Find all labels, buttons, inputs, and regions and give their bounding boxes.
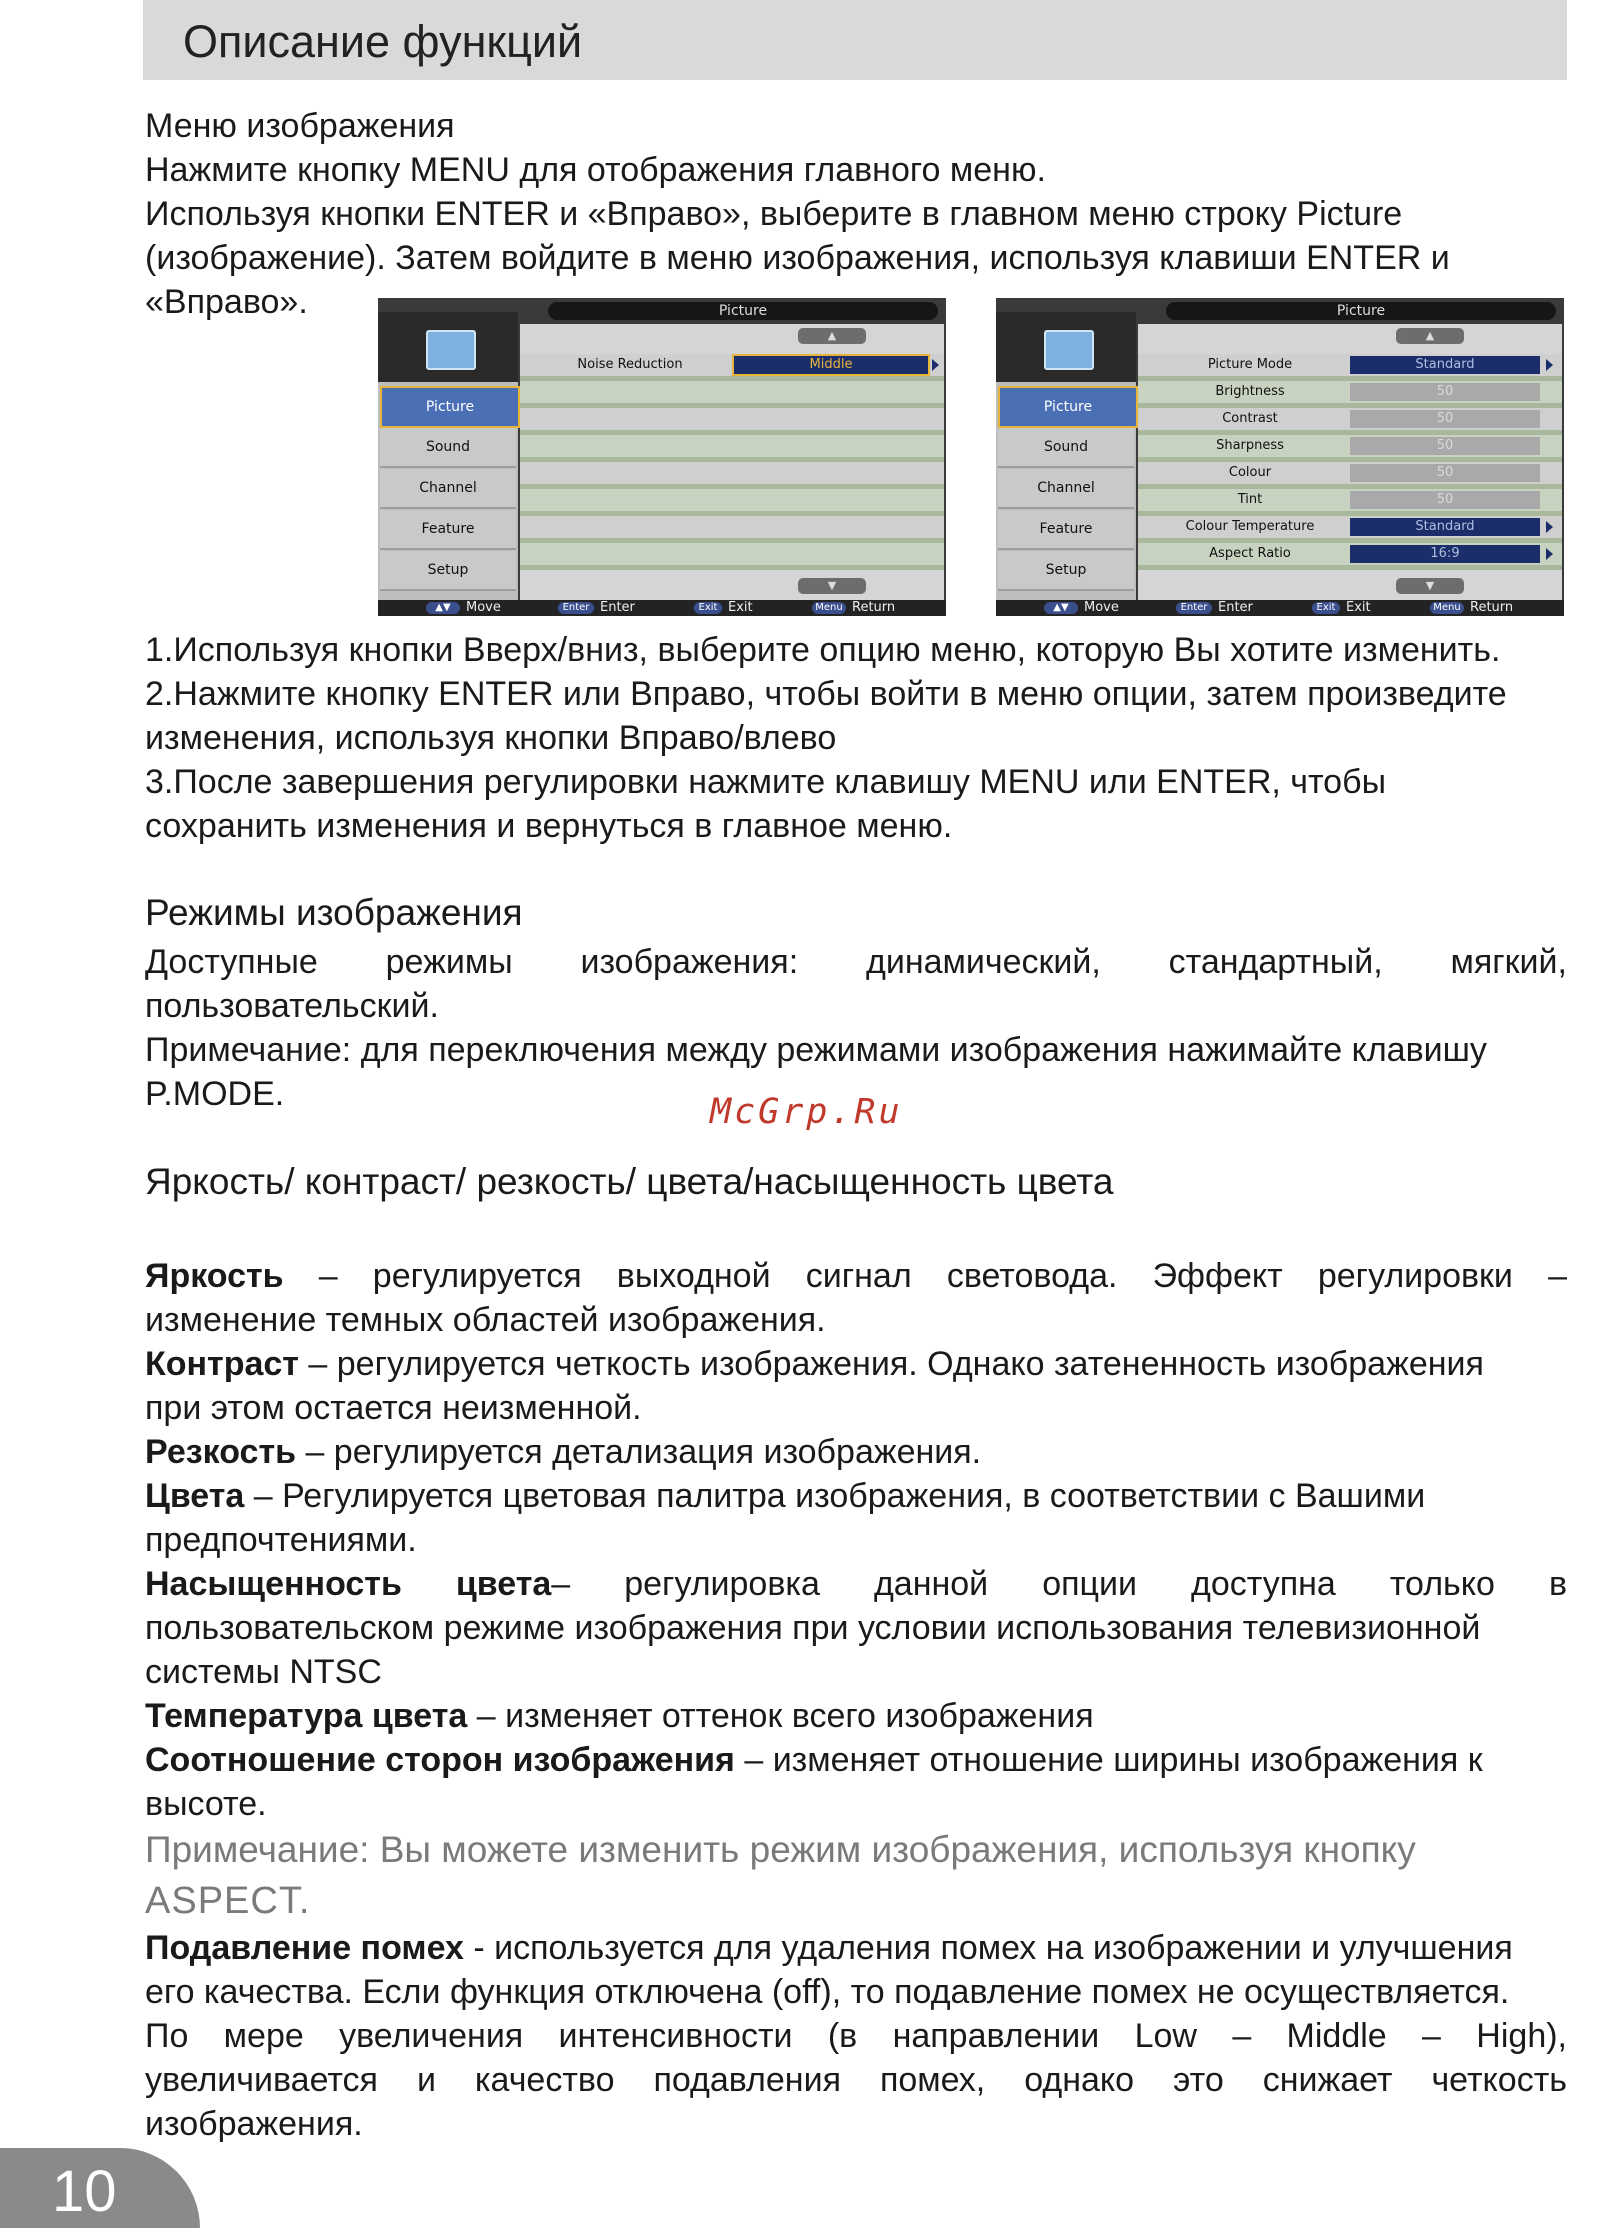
menu-footer: ▲▼ Move Enter Enter Exit Exit Menu Return — [996, 600, 1564, 616]
menu-panel — [520, 324, 944, 604]
menu-item-sound: Sound — [380, 428, 516, 468]
step-line: изменения, используя кнопки Вправо/влево — [145, 719, 837, 757]
temperature-line: Температура цвета – изменяет оттенок всего изображения — [145, 1697, 1094, 1735]
intro-line: (изображение). Затем войдите в меню изображения, используя клавиши ENTER и — [145, 239, 1450, 277]
contrast-line: при этом остается неизменной. — [145, 1389, 642, 1427]
section-heading: Яркость/ контраст/ резкость/ цвета/насыщенность цвета — [145, 1161, 1114, 1202]
arrow-right-icon — [1546, 359, 1553, 371]
contrast-line: Контраст – регулируется четкость изображения. Однако затененность изображения — [145, 1345, 1484, 1383]
menu-option-label: Contrast — [1222, 411, 1278, 426]
page-number: 10 — [52, 2159, 117, 2224]
scroll-up-icon: ▲ — [1396, 328, 1464, 344]
menu-item-picture: Picture — [380, 386, 520, 428]
tv-menu-screenshot-picture — [996, 298, 1564, 616]
noise-line: По мере увеличения интенсивности (в направлении Low – Middle – High), — [145, 2017, 1567, 2055]
aspect-line: высоте. — [145, 1785, 267, 1823]
menu-option-label: Colour Temperature — [1185, 519, 1315, 534]
menu-title: Picture — [1166, 302, 1556, 320]
menu-option-label: Aspect Ratio — [1209, 546, 1291, 561]
watermark: McGrp.Ru — [710, 1092, 903, 1132]
step-line: сохранить изменения и вернуться в главное меню. — [145, 807, 953, 845]
sharpness-line: Резкость – регулируется детализация изображения. — [145, 1433, 982, 1471]
step-line: 2.Нажмите кнопку ENTER или Вправо, чтобы войти в меню опции, затем произведите — [145, 675, 1507, 713]
section-header — [143, 0, 1567, 80]
menu-option-label: Brightness — [1215, 384, 1285, 399]
modes-line: Примечание: для переключения между режимами изображения нажимайте клавишу — [145, 1031, 1487, 1069]
menu-option-value: Standard — [1350, 518, 1540, 536]
aspect-note-key: ASPECT. — [145, 1880, 311, 1922]
menu-item-feature: Feature — [380, 510, 516, 550]
section-heading: Режимы изображения — [145, 892, 523, 933]
step-line: 1.Используя кнопки Вверх/вниз, выберите опцию меню, которую Вы хотите изменить. — [145, 631, 1501, 669]
aspect-line: Соотношение сторон изображения – изменяет отношение ширины изображения к — [145, 1741, 1483, 1779]
menu-option-value: 16:9 — [1350, 545, 1540, 563]
menu-option-label: Tint — [1237, 492, 1263, 507]
tv-menu-screenshot-noise — [378, 298, 946, 616]
saturation-line: системы NTSC — [145, 1653, 382, 1691]
arrow-right-icon — [1546, 521, 1553, 533]
scroll-down-icon: ▼ — [798, 578, 866, 594]
menu-option-value: Middle — [732, 354, 930, 376]
brightness-line: Яркость – регулируется выходной сигнал световода. Эффект регулировки – — [145, 1257, 1567, 1295]
intro-line: Меню изображения — [145, 107, 455, 145]
modes-line: пользовательский. — [145, 987, 439, 1025]
arrow-right-icon — [932, 359, 939, 371]
intro-line: Нажмите кнопку MENU для отображения главного меню. — [145, 151, 1046, 189]
menu-item-setup: Setup — [380, 551, 516, 591]
menu-option-value: 50 — [1350, 464, 1540, 482]
brightness-line: изменение темных областей изображения. — [145, 1301, 826, 1339]
section-title: Описание функций — [183, 16, 583, 67]
picture-icon — [378, 312, 518, 382]
picture-icon — [996, 312, 1136, 382]
menu-item-channel: Channel — [998, 469, 1134, 509]
noise-line: его качества. Если функция отключена (off), то подавление помех не осуществляется. — [145, 1973, 1510, 2011]
menu-footer: ▲▼ Move Enter Enter Exit Exit Menu Return — [378, 600, 946, 616]
menu-option-value: 50 — [1350, 383, 1540, 401]
aspect-note: Примечание: Вы можете изменить режим изображения, используя кнопку — [145, 1829, 1416, 1870]
noise-line: изображения. — [145, 2105, 363, 2143]
menu-option-value: 50 — [1350, 437, 1540, 455]
menu-option-label: Picture Mode — [1207, 357, 1293, 372]
menu-option-label: Colour — [1228, 465, 1272, 480]
menu-option-value: Standard — [1350, 356, 1540, 374]
noise-line: Подавление помех - используется для удаления помех на изображении и улучшения — [145, 1929, 1513, 1967]
modes-line: Доступные режимы изображения: динамический, стандартный, мягкий, — [145, 943, 1567, 981]
menu-panel — [1138, 324, 1562, 604]
menu-option-label: Noise Reduction — [577, 357, 683, 372]
intro-line: «Вправо». — [145, 283, 308, 321]
arrow-right-icon — [1546, 548, 1553, 560]
page-number-tab — [0, 2148, 200, 2228]
step-line: 3.После завершения регулировки нажмите клавишу MENU или ENTER, чтобы — [145, 763, 1386, 801]
noise-line: увеличивается и качество подавления помех, однако это снижает четкость — [145, 2061, 1567, 2099]
colour-line: предпочтениями. — [145, 1521, 417, 1559]
menu-item-feature: Feature — [998, 510, 1134, 550]
menu-item-picture: Picture — [998, 386, 1138, 428]
menu-item-sound: Sound — [998, 428, 1134, 468]
colour-line: Цвета – Регулируется цветовая палитра изображения, в соответствии с Вашими — [145, 1477, 1426, 1515]
menu-option-value: 50 — [1350, 410, 1540, 428]
menu-option-label: Sharpness — [1216, 438, 1284, 453]
scroll-up-icon: ▲ — [798, 328, 866, 344]
saturation-line: пользовательском режиме изображения при условии использования телевизионной — [145, 1609, 1481, 1647]
menu-item-setup: Setup — [998, 551, 1134, 591]
scroll-down-icon: ▼ — [1396, 578, 1464, 594]
modes-line: P.MODE. — [145, 1075, 285, 1113]
menu-option-value: 50 — [1350, 491, 1540, 509]
menu-item-channel: Channel — [380, 469, 516, 509]
menu-title: Picture — [548, 302, 938, 320]
saturation-line: Насыщенность цвета– регулировка данной опции доступна только в — [145, 1565, 1568, 1603]
intro-line: Используя кнопки ENTER и «Вправо», выберите в главном меню строку Picture — [145, 195, 1403, 233]
